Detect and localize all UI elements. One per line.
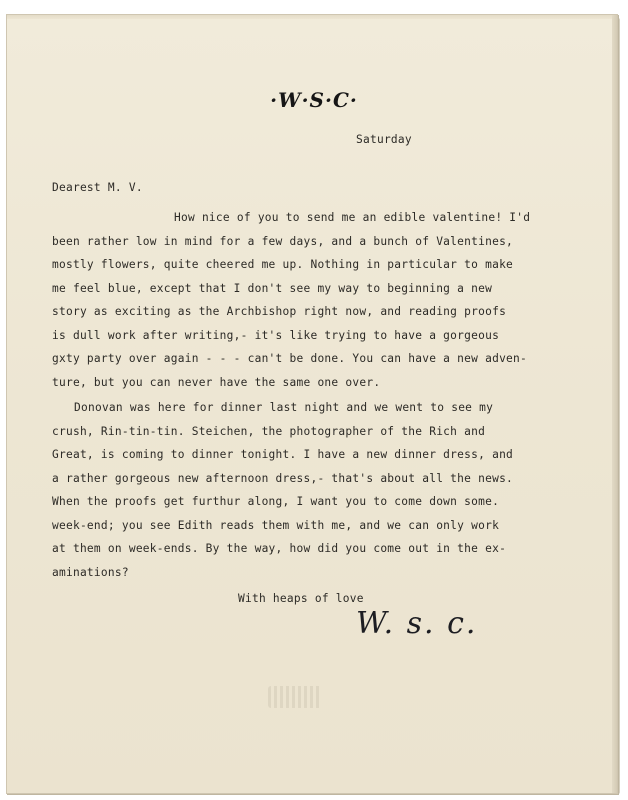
body-line: mostly flowers, quite cheered me up. Nothing in particular to make [52, 258, 514, 271]
body-line: at them on week-ends. By the way, how did you come out in the ex- [52, 542, 507, 555]
body-line: story as exciting as the Archbishop right now, and reading proofs [52, 305, 507, 318]
letterhead-monogram: ·W·S·C· [270, 88, 358, 112]
body-line: ture, but you can never have the same one over. [52, 375, 381, 389]
handwritten-signature: W. s. c. [356, 606, 478, 641]
body-line: When the proofs get furthur along, I want you to come down some. [52, 495, 500, 508]
body-line: Donovan was here for dinner last night and we went to see my [74, 401, 494, 414]
letter-body [52, 206, 592, 584]
paper-right-edge [612, 15, 617, 793]
letter-salutation: Dearest M. V. [52, 181, 143, 194]
letter-closing: With heaps of love [238, 592, 364, 605]
body-line: a rather gorgeous new afternoon dress,- that's about all the news. [52, 471, 514, 485]
body-line: gxty party over again - - - can't be done. You can have a new adven- [52, 352, 528, 365]
body-line: aminations? [52, 565, 129, 579]
letter-date: Saturday [356, 133, 412, 146]
body-line: is dull work after writing,- it's like trying to have a gorgeous [52, 328, 500, 342]
body-line: crush, Rin-tin-tin. Steichen, the photographer of the Rich and [52, 424, 486, 438]
paper-top-edge [7, 15, 617, 19]
body-line: me feel blue, except that I don't see my way to beginning a new [52, 281, 493, 295]
body-line: How nice of you to send me an edible valentine! I'd [174, 211, 531, 224]
body-line: Great, is coming to dinner tonight. I have a new dinner dress, and [52, 448, 514, 461]
body-line: been rather low in mind for a few days, and a bunch of Valentines, [52, 234, 514, 248]
body-line: week-end; you see Edith reads them with me, and we can only work [52, 518, 500, 532]
faint-stamp-mark [268, 686, 322, 708]
